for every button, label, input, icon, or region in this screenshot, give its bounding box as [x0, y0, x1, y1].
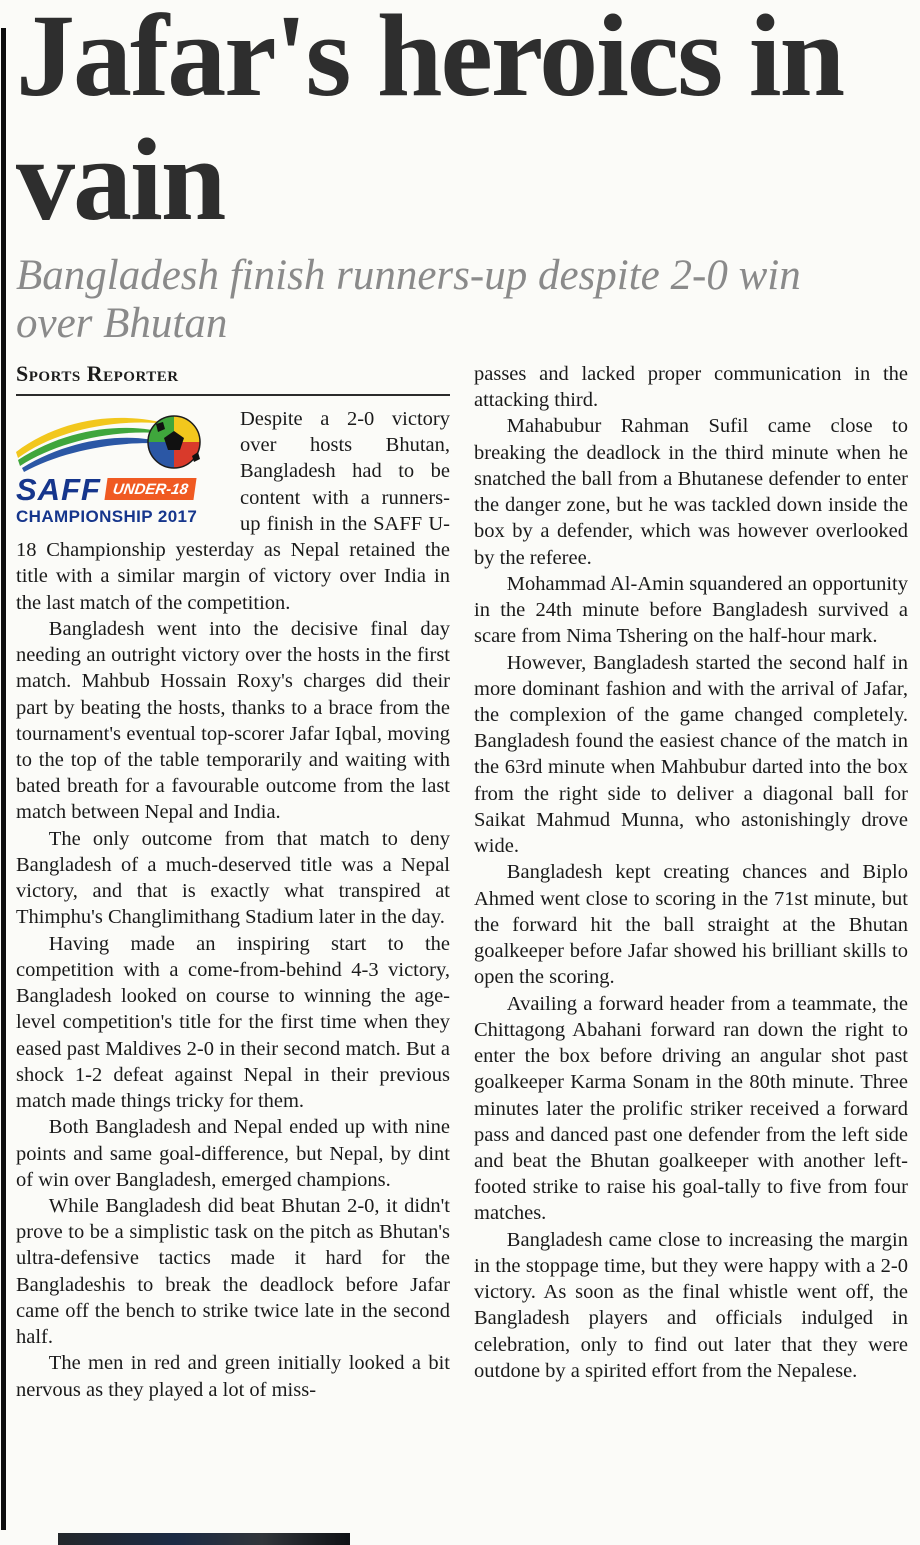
saff-logo-wordmark: SAFF: [16, 471, 101, 507]
saff-logo-wordmark-row: [16, 471, 228, 507]
saff-logo-under18-badge: UNDER-18: [104, 478, 196, 500]
article-paragraph: [16, 406, 450, 616]
article-headline: Jafar's heroics in vain: [16, 0, 844, 245]
saff-football-icon: [16, 412, 222, 472]
article-paragraph: While Bangladesh did beat Bhutan 2-0, it didn't prove to be a simplistic task on the pitch as Bhutan's ultra-defensive tactics made it hard for the Bangladeshis to break the deadlock before Jafar came off the bench to strike twice late in the second half.: [16, 1194, 450, 1349]
column-1: [16, 361, 450, 1403]
article-paragraph-continuation: passes and lacked proper communication in the attacking third.: [474, 362, 908, 412]
article-subheadline: Bangladesh finish runners-up despite 2-0 win over Bhutan: [16, 251, 801, 348]
article-paragraph: The men in red and green initially looked a bit nervous as they played a lot of miss-: [16, 1352, 450, 1401]
article-paragraph: The only outcome from that match to deny Bangladesh of a much-deserved title was a Nepal victory, and that is exactly what transpired at Thimphu's Changlimithang Stadium later in the day.: [16, 827, 450, 929]
saff-logo-championship-text: CHAMPIONSHIP 2017: [16, 506, 198, 526]
article-paragraph: Mohammad Al-Amin squandered an opportunity in the 24th minute before Bangladesh survived a scare from Nima Tshering on the half-hour mark.: [474, 572, 908, 648]
article: [16, 0, 908, 1403]
article-paragraph: Bangladesh came close to increasing the margin in the stoppage time, but they were happy with a 2-0 victory. As soon as the final whistle went off, the Bangladesh players and officials indulged in celebration, only to find out later that they were outdone by a spirited effort from the Nepalese.: [474, 1228, 908, 1382]
byline: Sports Reporter: [16, 360, 179, 386]
saff-logo: [16, 412, 228, 527]
article-body: [16, 361, 908, 1403]
article-paragraph: However, Bangladesh started the second half in more dominant fashion and with the arrival of Jafar, the complexion of the game changed completely. Bangladesh found the easiest chance of the match in the 63rd minute when Mahbubur darted into the box from the right side to deliver a diagonal ball for Saikat Mahmud Munna, who astonishingly drove wide.: [474, 651, 908, 858]
article-paragraph: Availing a forward header from a teammate, the Chittagong Abahani forward ran down the right to enter the box before driving an angular shot past goalkeeper Karma Sonam in the 80th minute. Three minutes later the prolific striker received a forward pass and danced past one defender from the left side and beat the Bhutan goalkeeper with another left-footed strike to raise his goal-tally to five from four matches.: [474, 992, 908, 1225]
byline-rule: [16, 394, 450, 396]
article-paragraph: Bangladesh kept creating chances and Biplo Ahmed went close to scoring in the 71st minute, but the forward hit the ball straight at the Bhutan goalkeeper before Jafar showed his brilliant skills to open the scoring.: [474, 861, 908, 989]
paragraph-text: Despite a 2-0 victory over hosts Bhutan, Bangladesh had to be content with a runners-up finish in the SAFF U-18 Championship yesterday as Nepal retained the title with a similar margin of victory over India in the last match of the competition.: [16, 407, 450, 614]
article-paragraph: Mahabubur Rahman Sufil came close to breaking the deadlock in the third minute when he snatched the ball from a Bhutanese defender to enter the danger zone, but he was tackled down inside the box by a defender, which was however overlooked by the referee.: [474, 415, 908, 569]
article-paragraph: Bangladesh went into the decisive final day needing an outright victory over the hosts in the first match. Mahbub Hossain Roxy's charges did their part by beating the hosts, thanks to a brace from the tournament's eventual top-scorer Jafar Iqbal, moving to the top of the table temporarily and waiting with bated breath for a favourable outcome from the last match between Nepal and India.: [16, 617, 450, 824]
column-rule-divider: [1, 28, 6, 1530]
cropped-adjacent-content-edge: [58, 1533, 350, 1545]
article-paragraph: Having made an inspiring start to the competition with a come-from-behind 4-3 victory, Bangladesh looked on course to winning the age-level competition's title for the first time when they eased past Maldives 2-0 in their second match. But a shock 1-2 defeat against Nepal in their previous match made things tricky for them.: [16, 932, 450, 1113]
column-2: [474, 361, 908, 1403]
article-paragraph: Both Bangladesh and Nepal ended up with nine points and same goal-difference, but Nepal, by dint of win over Bangladesh, emerged champions.: [16, 1116, 450, 1191]
